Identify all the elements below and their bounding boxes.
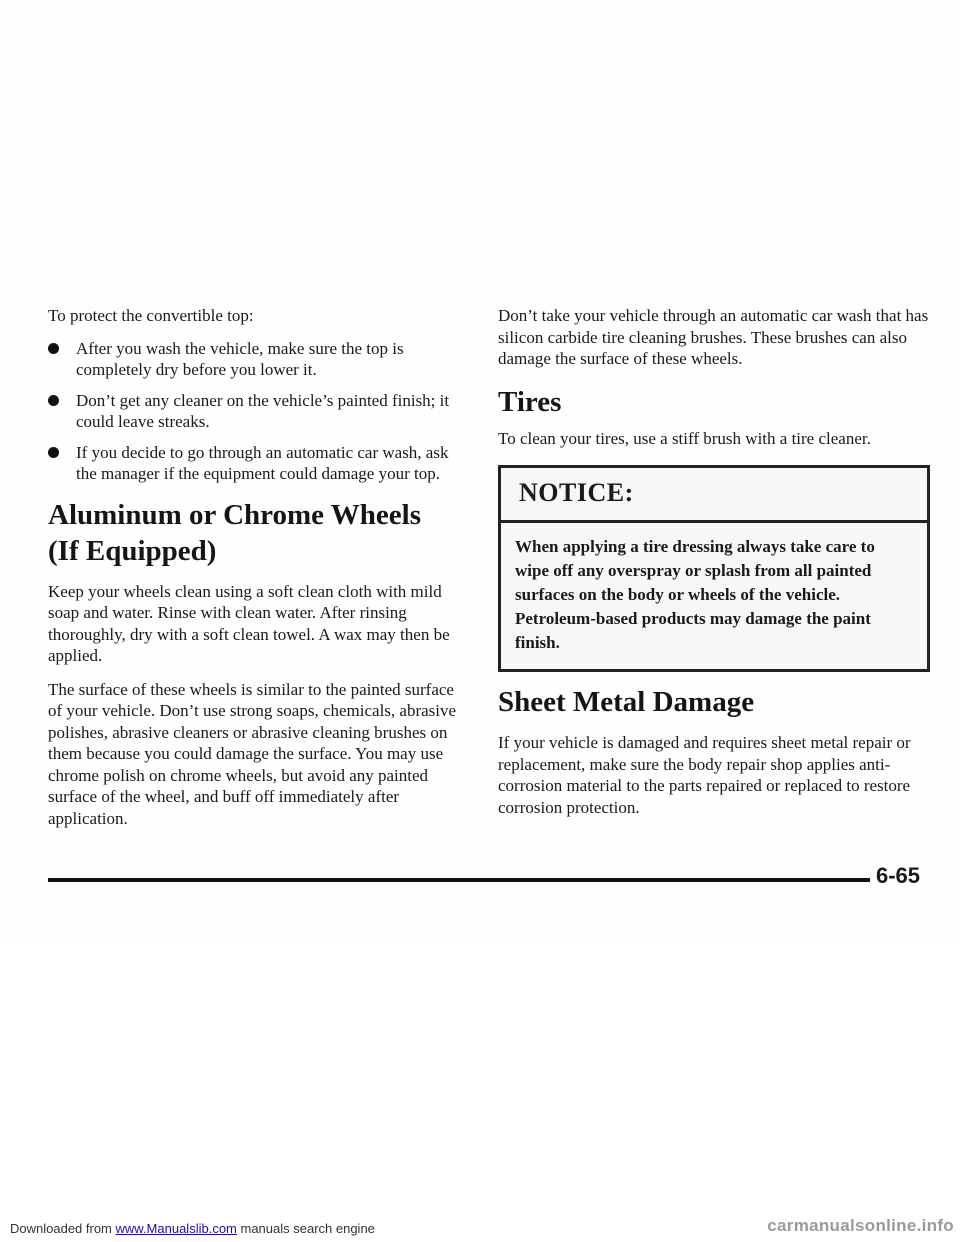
tires-paragraph: To clean your tires, use a stiff brush with a tire cleaner. xyxy=(498,428,871,448)
sheet-metal-paragraph: If your vehicle is damaged and requires sheet metal repair or replacement, make sure the body repair shop applies anti-corrosion material to the parts repaired or replaced to restore corrosion protection. xyxy=(498,733,911,817)
right-column xyxy=(498,305,930,818)
wheels-surface-paragraph: The surface of these wheels is similar to the painted surface of your vehicle. Don’t use strong soaps, chemicals, abrasive polishes, abrasive cleaners or abrasive cleaning brushes on them because you could damage the surface. You may use chrome polish on chrome wheels, but avoid any painted surface of the wheel, and buff off immediately after application. xyxy=(48,679,457,828)
tires-heading: Tires xyxy=(498,385,562,418)
notice-title: NOTICE: xyxy=(501,468,927,523)
convertible-intro: To protect the convertible top: xyxy=(48,306,254,325)
left-column xyxy=(48,305,468,841)
list-item: After you wash the vehicle, make sure the top is completely dry before you lower it. xyxy=(48,338,468,381)
manualslib-link[interactable]: www.Manualslib.com xyxy=(115,1221,237,1236)
bullet-icon xyxy=(48,395,59,406)
notice-text: When applying a tire dressing always take care to wipe off any overspray or splash from all painted surfaces on the body or wheels of the vehicle. Petroleum-based products may damage the paint finish. xyxy=(515,537,875,652)
list-item: If you decide to go through an automatic car wash, ask the manager if the equipment could damage your top. xyxy=(48,442,468,485)
watermark: carmanualsonline.info xyxy=(767,1216,954,1235)
bullet-icon xyxy=(48,447,59,458)
aluminum-wheels-heading: Aluminum or Chrome Wheels (If Equipped) xyxy=(48,498,421,567)
notice-box xyxy=(498,465,930,672)
car-wash-paragraph: Don’t take your vehicle through an automatic car wash that has silicon carbide tire cleaning brushes. These brushes can also damage the surface of these wheels. xyxy=(498,306,929,368)
page-number: 6-65 xyxy=(876,863,921,888)
download-footer: Downloaded from www.Manualslib.com manuals search engine xyxy=(10,1221,375,1236)
convertible-bullet-list xyxy=(48,338,468,485)
bullet-icon xyxy=(48,343,59,354)
list-item: Don’t get any cleaner on the vehicle’s painted finish; it could leave streaks. xyxy=(48,390,468,433)
sheet-metal-heading: Sheet Metal Damage xyxy=(498,686,755,718)
footer-rule xyxy=(48,878,870,882)
wheels-cleaning-paragraph: Keep your wheels clean using a soft clean cloth with mild soap and water. Rinse with clean water. After rinsing thoroughly, dry with a soft clean towel. A wax may then be applied. xyxy=(48,581,450,665)
